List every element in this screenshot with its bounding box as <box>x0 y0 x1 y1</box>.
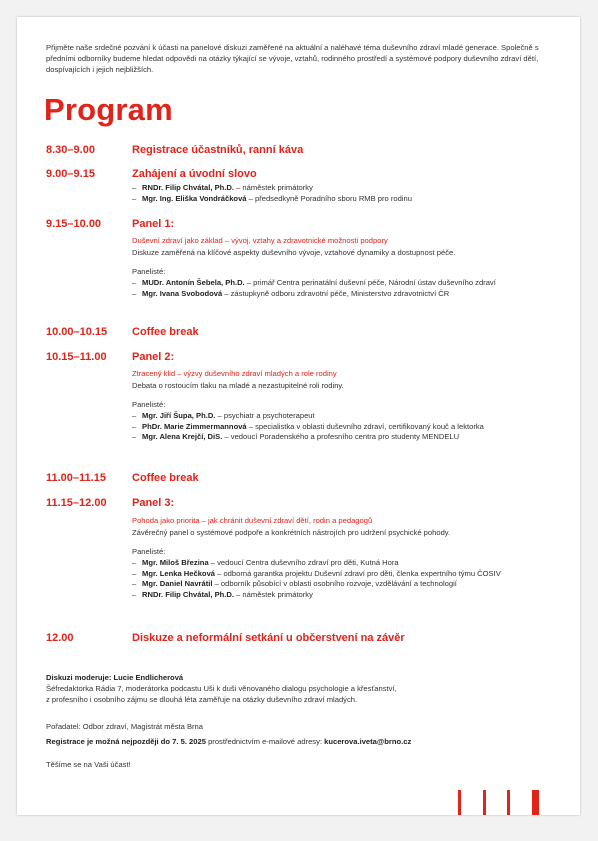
moderator-bio: z profesního i osobního zájmu se dlouhá léta zaměřuje na otázky duševního zdraví mladých. <box>46 695 358 704</box>
panelist-item: – Mgr. Alena Krejčí, DiS. – vedoucí Poradenského a profesního centra pro studenty MENDELU <box>132 432 562 443</box>
decor-bar <box>483 790 486 815</box>
panelist-list <box>132 558 562 600</box>
program-time: 11.15–12.00 <box>46 497 107 509</box>
panel-description: Debata o rostoucím tlaku na mladé a nezastupitelné roli rodiny. <box>132 381 344 390</box>
panelist-item: – Mgr. Miloš Březina – vedoucí Centra duševního zdraví pro děti, Kutná Hora <box>132 558 562 569</box>
moderator-bio: Šéfredaktorka Rádia 7, moderátorka podcastu Uši k duši věnovaného dialogu psychologie a křesťanství, <box>46 684 397 693</box>
panelist-item: – MUDr. Antonín Šebela, Ph.D. – primář Centra perinatální duševní péče, Národní ústav duševního zdraví <box>132 278 562 289</box>
program-title: Diskuze a neformální setkání u občerstvení na závěr <box>132 632 405 644</box>
program-time: 12.00 <box>46 632 74 644</box>
panel-description: Diskuze zaměřená na klíčové aspekty duševního vývoje, vztahové dynamiky a dostupnost péče. <box>132 248 456 257</box>
panelist-item: – PhDr. Marie Zimmermannová – specialistka v oblasti duševního zdraví, certifikovaný kouč a lektorka <box>132 422 562 433</box>
closing-text: Těšíme se na Vaši účast! <box>46 760 131 769</box>
registration-text: Registrace je možná nejpozději do 7. 5. 2025 prostřednictvím e-mailové adresy: kucerova.iveta@brno.cz <box>46 737 412 746</box>
organizer-text: Pořadatel: Odbor zdraví, Magistrát města Brna <box>46 722 204 731</box>
page-title: Program <box>44 92 173 127</box>
panelists-label: Panelisté: <box>132 400 166 409</box>
panelist-list <box>132 411 562 443</box>
program-title: Panel 3: <box>132 497 175 509</box>
panelist-item: – Mgr. Daniel Navrátil – odborník působící v oblasti osobního rozvoje, vzdělávání a technologií <box>132 579 562 590</box>
panel-subtitle: Ztracený klid – výzvy duševního zdraví mladých a role rodiny <box>132 369 337 378</box>
panelists-label: Panelisté: <box>132 267 166 276</box>
program-time: 10.15–11.00 <box>46 351 107 363</box>
program-time: 10.00–10.15 <box>46 326 108 338</box>
speaker-item: – Mgr. Ing. Eliška Vondráčková – předsedkyně Poradního sboru RMB pro rodinu <box>132 194 562 205</box>
program-time: 9.15–10.00 <box>46 218 102 230</box>
registration-email-link[interactable]: kucerova.iveta@brno.cz <box>324 737 412 746</box>
program-time: 11.00–11.15 <box>46 472 106 484</box>
panelist-item: – Mgr. Lenka Hečková – odborná garantka projektu Duševní zdraví pro děti, členka expertního týmu ČOSIV <box>132 569 562 580</box>
program-time: 8.30–9.00 <box>46 144 95 156</box>
program-title: Coffee break <box>132 472 199 484</box>
panel-subtitle: Pohoda jako priorita – jak chránit duševní zdraví dětí, rodin a pedagogů <box>132 516 373 525</box>
panelist-list <box>132 278 562 299</box>
program-title: Coffee break <box>132 326 199 338</box>
decor-bar <box>507 790 510 815</box>
moderator-label: Diskuzi moderuje: Lucie Endlicherová <box>46 673 184 682</box>
speaker-list <box>132 183 562 204</box>
panelists-label: Panelisté: <box>132 547 166 556</box>
program-title: Registrace účastníků, ranní káva <box>132 144 304 156</box>
moderator-block <box>46 672 556 705</box>
panel-description: Závěrečný panel o systémové podpoře a konkrétních nástrojích pro udržení psychické pohody. <box>132 528 451 537</box>
panelist-item: – Mgr. Jiří Šupa, Ph.D. – psychiatr a psychoterapeut <box>132 411 562 422</box>
panelist-item: – Mgr. Ivana Svobodová – zástupkyně odboru zdravotní péče, Ministerstvo zdravotnictví ČR <box>132 289 562 300</box>
program-title: Panel 1: <box>132 218 175 230</box>
decor-bar <box>532 790 539 815</box>
decor-bar <box>458 790 461 815</box>
speaker-item: – RNDr. Filip Chvátal, Ph.D. – náměstek primátorky <box>132 183 562 194</box>
program-title: Panel 2: <box>132 351 175 363</box>
decorative-bars <box>457 790 557 815</box>
invitation-page <box>17 17 580 815</box>
program-title: Zahájení a úvodní slovo <box>132 168 257 180</box>
intro-paragraph: Přijměte naše srdečné pozvání k účasti na panelové diskuzi zaměřené na aktuální a naléhavé téma duševního zdraví mladé generace. Společně s předními odborníky budeme hledat odpovědi na otázky týkající se vývoje, vztahů, rodinného prostředí a systémové podpory duševního zdraví dětí, dospívajících i jejich nejbližších. <box>46 43 539 74</box>
program-time: 9.00–9.15 <box>46 168 95 180</box>
panel-subtitle: Duševní zdraví jako základ – vývoj, vztahy a zdravotnické možnosti podpory <box>132 236 388 245</box>
panelist-item: – RNDr. Filip Chvátal, Ph.D. – náměstek primátorky <box>132 590 562 601</box>
